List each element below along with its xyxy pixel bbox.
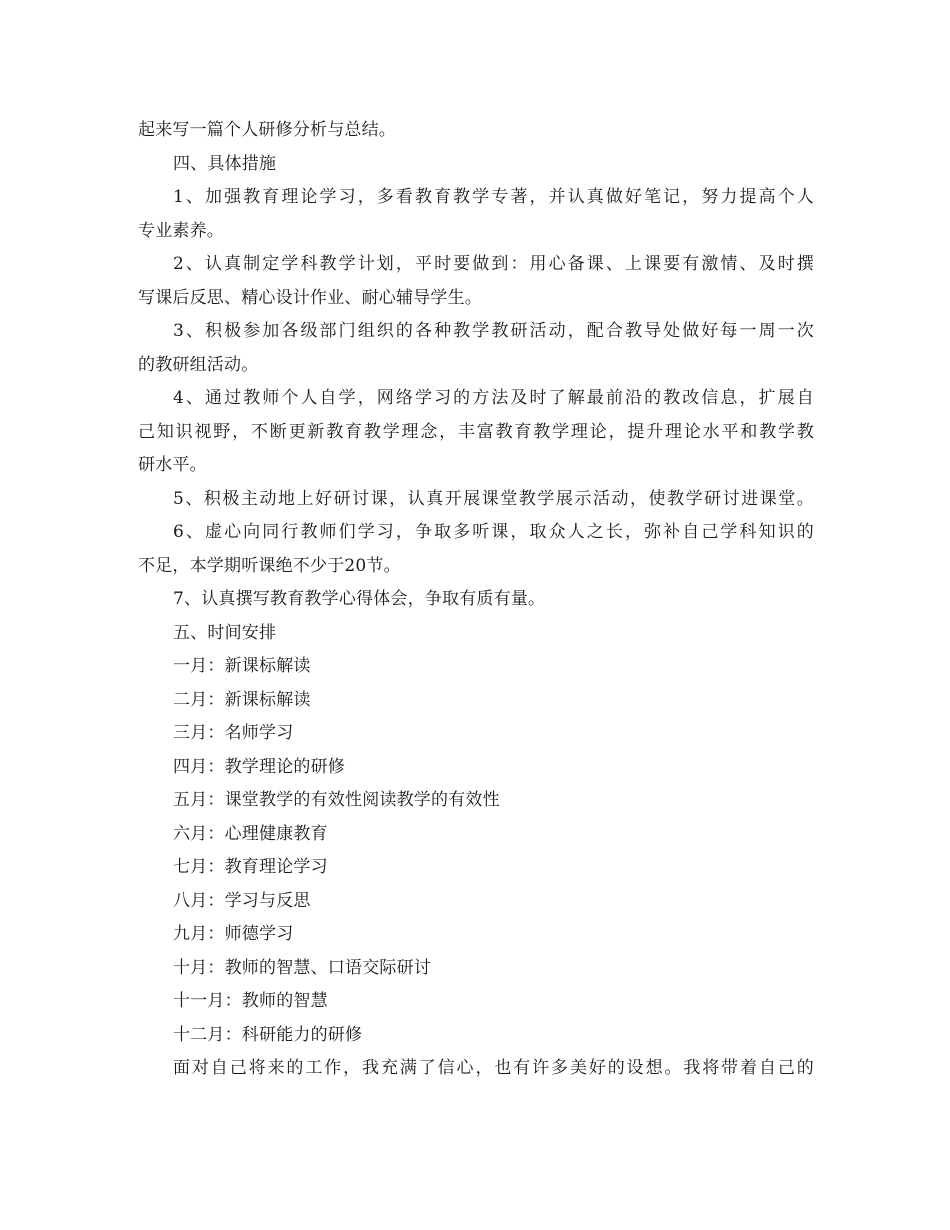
text-line: 八月：学习与反思	[173, 890, 311, 911]
text-line: 四月：教学理论的研修	[173, 756, 345, 777]
text-line: 一月：新课标解读	[173, 656, 311, 676]
text-line: 2、认真制定学科教学计划，平时要做到：用心备课、上课要有激情、及时撰	[173, 254, 814, 274]
text-line: 6、虚心向同行教师们学习，争取多听课，取众人之长，弥补自己学科知识的	[173, 522, 814, 542]
text-line: 不足，本学期听课绝不少于20节。	[138, 555, 401, 576]
text-line: 1、加强教育理论学习，多看教育教学专著，并认真做好笔记，努力提高个人	[173, 187, 814, 207]
text-line: 专业素养。	[138, 220, 224, 241]
text-line: 7、认真撰写教育教学心得体会，争取有质有量。	[173, 589, 546, 609]
document-body	[138, 114, 814, 1086]
text-line: 二月：新课标解读	[173, 689, 311, 710]
text-line: 己知识视野，不断更新教育教学理念，丰富教育教学理论，提升理论水平和教学教	[138, 421, 814, 442]
text-line: 起来写一篇个人研修分析与总结。	[138, 120, 396, 140]
text-line: 十月：教师的智慧、口语交际研讨	[173, 957, 431, 978]
text-line: 四、具体措施	[173, 153, 277, 174]
text-line: 研水平。	[138, 455, 207, 475]
text-line: 的教研组活动。	[138, 354, 259, 375]
text-line: 九月：师德学习	[173, 924, 294, 944]
text-line: 面对自己将来的工作，我充满了信心，也有许多美好的设想。我将带着自己的	[173, 1058, 814, 1078]
text-line: 六月：心理健康教育	[173, 823, 328, 844]
text-line: 写课后反思、精心设计作业、耐心辅导学生。	[138, 287, 482, 308]
text-line: 4、通过教师个人自学，网络学习的方法及时了解最前沿的教改信息，扩展自	[173, 388, 814, 408]
text-line: 5、积极主动地上好研讨课，认真开展课堂教学展示活动，使教学研讨进课堂。	[173, 488, 814, 509]
text-line: 五月：课堂教学的有效性阅读教学的有效性	[173, 790, 500, 810]
text-line: 十一月：教师的智慧	[173, 991, 328, 1011]
text-line: 三月：名师学习	[173, 723, 294, 743]
text-line: 3、积极参加各级部门组织的各种教学教研活动，配合教导处做好每一周一次	[173, 321, 814, 341]
text-line: 五、时间安排	[173, 622, 277, 643]
text-line: 七月：教育理论学习	[173, 857, 328, 877]
text-line: 十二月：科研能力的研修	[173, 1024, 363, 1045]
